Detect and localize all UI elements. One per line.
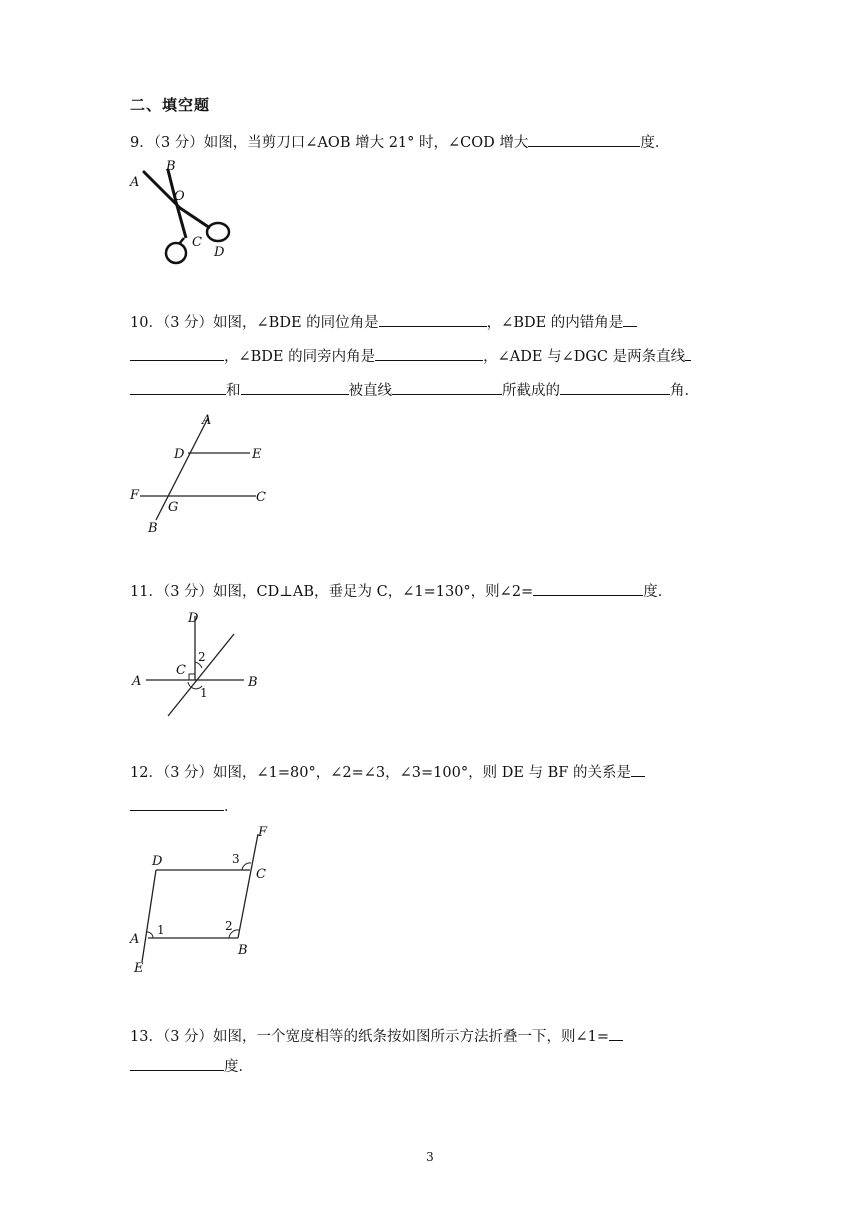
q11-text: 11．（3 分）如图，CD⊥AB，垂足为 C，∠1=130°，则∠2= (130, 584, 534, 600)
q13-answer-blank[interactable] (130, 1056, 224, 1071)
q10-label-c: C (256, 490, 266, 505)
question-10-line-2 (130, 346, 691, 367)
q9-text-end: 度． (640, 135, 670, 151)
q9-answer-blank[interactable] (528, 132, 640, 147)
q10-text-1: 10．（3 分）如图，∠BDE 的同位角是 (130, 315, 379, 331)
q10-blank-transversal[interactable] (392, 380, 502, 395)
q13-text: 13．（3 分）如图，一个宽度相等的纸条按如图所示方法折叠一下，则∠1= (130, 1029, 610, 1045)
q12-label-b: B (238, 943, 248, 958)
q10-text-2: ，∠BDE 的内错角是 (486, 315, 624, 331)
q10-text-5: 和 (226, 383, 241, 399)
question-10-line-1 (130, 312, 637, 333)
q9-label-a: A (130, 175, 140, 190)
q12-label-a: A (130, 932, 140, 947)
q9-label-o: O (174, 189, 185, 204)
question-12-line-1 (130, 762, 645, 783)
q11-label-c: C (176, 663, 186, 678)
q12-label-d: D (152, 854, 163, 869)
q9-label-d: D (214, 245, 225, 260)
q10-blank-alternate[interactable] (130, 346, 224, 361)
q10-label-e: E (252, 447, 262, 462)
q9-text: 9．（3 分）如图，当剪刀口∠AOB 增大 21° 时，∠COD 增大 (130, 135, 529, 151)
q12-label-angle-1: 1 (157, 923, 165, 937)
q10-text-7: 所截成的 (502, 383, 560, 399)
q11-label-angle-1: 1 (200, 686, 208, 700)
q11-label-d: D (188, 611, 199, 626)
q13-blank-start[interactable] (609, 1026, 623, 1041)
q12-label-c: C (256, 867, 266, 882)
parallelogram-figure (126, 822, 276, 974)
parallel-lines-figure (126, 410, 276, 538)
q10-text-6: 被直线 (348, 383, 392, 399)
q12-label-e: E (134, 961, 144, 974)
q12-label-f: F (258, 825, 268, 840)
q10-text-3: ，∠BDE 的同旁内角是 (224, 349, 376, 365)
q11-answer-blank[interactable] (533, 581, 643, 596)
q10-blank-line2[interactable] (241, 380, 349, 395)
question-13-line-1 (130, 1026, 623, 1047)
question-13-line-2 (130, 1056, 253, 1077)
q12-text: 12．（3 分）如图，∠1=80°，∠2=∠3，∠3=100°，则 DE 与 BF 的关系是 (130, 765, 631, 781)
q12-text-end: ． (224, 799, 239, 815)
q12-label-angle-3: 3 (232, 852, 240, 866)
q10-text-8: 角． (670, 383, 699, 399)
q11-label-angle-2: 2 (198, 650, 206, 664)
q9-label-b: B (166, 159, 176, 174)
question-9 (130, 132, 669, 153)
q12-blank-start[interactable] (631, 762, 645, 777)
q11-text-end: 度． (643, 584, 673, 600)
page-number: 3 (426, 1150, 434, 1164)
perpendicular-figure (126, 606, 266, 722)
q10-blank-angle-type[interactable] (560, 380, 670, 395)
q13-text-end: 度． (224, 1059, 253, 1075)
q11-label-b: B (248, 675, 258, 690)
q12-label-angle-2: 2 (225, 919, 233, 933)
q10-blank-alternate-start[interactable] (623, 312, 637, 327)
q10-blank-line1[interactable] (130, 380, 226, 395)
q9-label-c: C (192, 235, 202, 250)
q10-blank-line1-start[interactable] (685, 346, 691, 361)
question-11 (130, 581, 672, 602)
q12-answer-blank[interactable] (130, 796, 224, 811)
q10-text-4: ，∠ADE 与∠DGC 是两条直线 (483, 349, 686, 365)
scissors-figure (126, 158, 246, 268)
question-10-line-3 (130, 380, 699, 401)
q10-blank-corresponding[interactable] (379, 312, 487, 327)
q10-label-f: F (130, 488, 140, 503)
q10-label-b: B (148, 521, 158, 536)
question-12-line-2 (130, 796, 239, 817)
q10-blank-cointerior[interactable] (375, 346, 483, 361)
section-title: 二、填空题 (130, 96, 211, 114)
q10-label-a: A (202, 413, 212, 428)
q10-label-d: D (174, 447, 185, 462)
q10-label-g: G (168, 500, 179, 515)
q11-label-a: A (132, 674, 142, 689)
